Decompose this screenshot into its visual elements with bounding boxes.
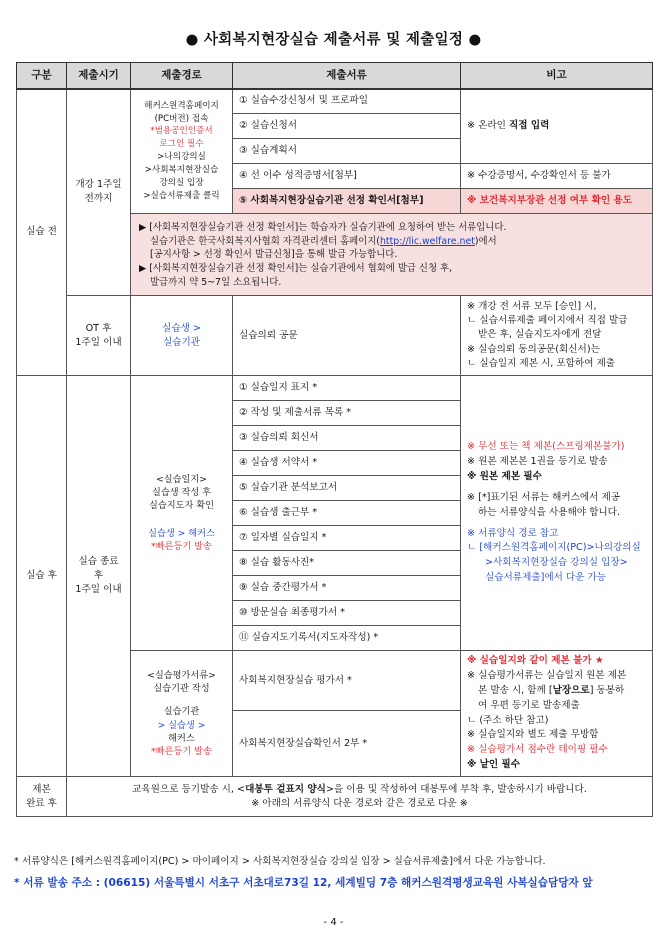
table-header-row — [17, 63, 653, 89]
doc-item: ② 작성 및 제출서류 목록 * — [233, 401, 461, 426]
doc-item: ⑤ 실습기관 분석보고서 — [233, 476, 461, 501]
table-row — [17, 89, 653, 114]
table-row — [17, 376, 653, 401]
doc-item: ② 실습신청서 — [233, 114, 461, 139]
timing-before: 개강 1주일 전까지 — [67, 89, 131, 296]
doc-item: ⑨ 실습 중간평가서 * — [233, 576, 461, 601]
category-after: 실습 후 — [17, 376, 67, 777]
footer-note: * 서류양식은 [해커스원격홈페이지(PC) > 마이페이지 > 사회복지현장실습 강의실 입장 > 실습서류제출]에서 다운 가능합니다. — [14, 856, 546, 867]
complete-instructions: 교육원으로 등기발송 시, <대봉투 겉표지 양식>을 이용 및 작성하여 대봉투에 부착 후, 발송하시기 바랍니다. ※ 아래의 서류양식 다운 경로와 같은 경로로 다운 ※ — [67, 777, 653, 817]
doc-item-highlight: ⑤ 사회복지현장실습기관 선정 확인서[첨부] — [233, 189, 461, 214]
category-complete: 제본 완료 후 — [17, 777, 67, 817]
route-before: 해커스원격홈페이지 (PC버전) 접속 *범용공인인증서 로그인 필수 >나의강의실 >사회복지현장실습 강의실 입장 >실습서류제출 클릭 — [131, 89, 233, 214]
header-route: 제출경로 — [131, 63, 233, 89]
header-timing: 제출시기 — [67, 63, 131, 89]
note-online: ※ 온라인 직접 입력 — [461, 89, 653, 164]
doc-item: ⑪ 실습지도기록서(지도자작성) * — [233, 626, 461, 651]
welfare-link[interactable]: http://lic.welfare.net — [379, 235, 475, 247]
route-evaluation: <실습평가서류> 실습기관 작성 실습기관 > 실습생 > 해커스 *빠른등기 발송 — [131, 651, 233, 777]
doc-request-letter: 실습의뢰 공문 — [233, 296, 461, 376]
header-category: 구분 — [17, 63, 67, 89]
category-before: 실습 전 — [17, 89, 67, 376]
route-ot: 실습생 > 실습기관 — [131, 296, 233, 376]
doc-item: ⑦ 일자별 실습일지 * — [233, 526, 461, 551]
note-ministry: ※ 보건복지부장관 선정 여부 확인 용도 — [461, 189, 653, 214]
doc-item: ⑩ 방문실습 최종평가서 * — [233, 601, 461, 626]
header-remarks: 비고 — [461, 63, 653, 89]
doc-confirmation: 사회복지현장실습확인서 2부 * — [233, 710, 461, 776]
footer-address: * 서류 발송 주소 : (06615) 서울특별시 서초구 서초대로73길 12, 세계빌딩 7층 해커스원격평생교육원 사복실습담당자 앞 — [14, 877, 593, 889]
table-row — [17, 296, 653, 376]
doc-evaluation: 사회복지현장실습 평가서 * — [233, 651, 461, 711]
doc-item: ① 실습일지 표지 * — [233, 376, 461, 401]
notice-box: ▶ [사회복지현장실습기관 선정 확인서]는 학습자가 실습기관에 요청하여 받는 서류입니다. 실습기관은 한국사회복지사협회 자격관리센터 홈페이지(http://lic.welfare.net)에서 [공지사항 > 선정 확인서 발급신청]을 통해 발급 가능합니다. ▶ [사회복지현장실습기관 선정 확인서]는 실습기관에서 협회에 발급 신청 후, 발급까지 약 5~7일 소요됩니다. — [131, 214, 653, 296]
note-evaluation: ※ 실습일지와 같이 제본 불가 ★ ※ 실습평가서류는 실습일지 원본 제본 본 발송 시, 함께 [낱장으로] 동봉하 여 우편 등기로 발송제출 ㄴ (주소 하단 참고) ※ 실습일지와 별도 제출 무방함 ※ 실습평가서 점수란 테이핑 필수 ※ 낱인 필수 — [461, 651, 653, 777]
note-cert: ※ 수강증명서, 수강확인서 등 불가 — [461, 164, 653, 189]
note-journal: ※ 무선 또는 책 제본(스프링제본불가) ※ 원본 제본본 1권을 등기로 발송 ※ 원본 제본 필수 ※ [*]표기된 서류는 해커스에서 제공 하는 서류양식을 사용해야 합니다. ※ 서류양식 경로 참고 ㄴ [해커스원격홈페이지(PC)>나의강의실 >사회복지현장실습 강의실 입장> 실습서류제출]에서 다운 가능 — [461, 376, 653, 651]
page-number: - 4 - — [323, 917, 344, 928]
doc-item: ⑥ 실습생 출근부 * — [233, 501, 461, 526]
table-row — [17, 777, 653, 817]
note-ot: ※ 개강 전 서류 모두 [승인] 시, ㄴ 실습서류제출 페이지에서 직접 발급 받은 후, 실습지도자에게 전달 ※ 실습의뢰 동의공문(회신서)는 ㄴ 실습일지 제본 시, 포함하여 제출 — [461, 296, 653, 376]
timing-ot: OT 후 1주일 이내 — [67, 296, 131, 376]
doc-item: ④ 실습생 서약서 * — [233, 451, 461, 476]
page-title: ● 사회복지현장실습 제출서류 및 제출일정 ● — [185, 32, 482, 48]
doc-item: ④ 선 이수 성적증명서[첨부] — [233, 164, 461, 189]
doc-item: ③ 실습계획서 — [233, 139, 461, 164]
doc-item: ⑧ 실습 활동사진* — [233, 551, 461, 576]
doc-item: ① 실습수강신청서 및 프로파일 — [233, 89, 461, 114]
timing-after: 실습 종료 후 1주일 이내 — [67, 376, 131, 777]
submission-table — [16, 62, 653, 817]
doc-item: ③ 실습의뢰 회신서 — [233, 426, 461, 451]
route-journal: <실습일지> 실습생 작성 후 실습지도자 확인 실습생 > 해커스 *빠른등기 발송 — [131, 376, 233, 651]
header-documents: 제출서류 — [233, 63, 461, 89]
